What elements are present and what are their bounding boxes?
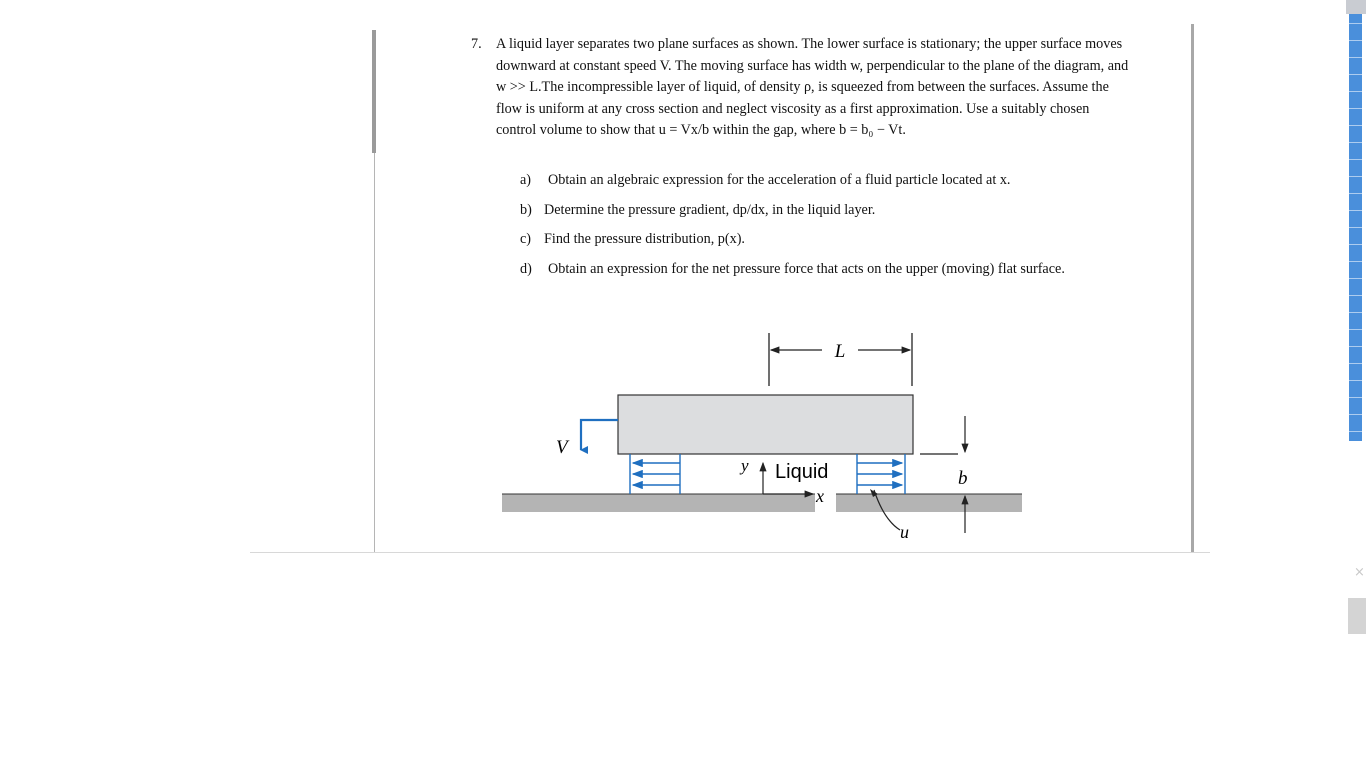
part-label: b) <box>520 202 532 218</box>
part-label: d) <box>520 261 532 277</box>
stationary-surface-left <box>502 494 815 512</box>
label-liquid: Liquid <box>775 461 829 483</box>
label-V: V <box>556 437 568 458</box>
part-label: a) <box>520 172 532 188</box>
moving-plate <box>618 395 913 454</box>
gap-dimension <box>920 416 968 533</box>
label-y: y <box>741 456 749 475</box>
label-u: u <box>900 522 909 542</box>
length-dimension <box>769 333 912 386</box>
close-icon[interactable]: × <box>1354 565 1365 580</box>
label-L: L <box>834 341 846 362</box>
label-x: x <box>816 486 824 506</box>
part-text: Obtain an expression for the net pressure force that acts on the upper (moving) flat surface. <box>548 261 1065 277</box>
question-text: A liquid layer separates two plane surfaces as shown. The lower surface is stationary; the upper surface moves downward at constant speed V. The moving surface has width w, perpendicular to the plane of the diagram, and w >> L.The incompressible layer of liquid, of density ρ, is squeezed from between the surfaces. Assume the flow is uniform at any cross section and neglect viscosity as a first approximation. Use a suitably chosen control volume to show that u = Vx/b within the gap, where b = b₀ − Vt. <box>496 36 1129 138</box>
velocity-profile-left <box>630 454 680 494</box>
label-b: b <box>958 468 968 489</box>
part-text: Find the pressure distribution, p(x). <box>544 231 745 247</box>
velocity-arrow <box>581 420 618 450</box>
velocity-profile-right <box>857 454 905 494</box>
part-label: c) <box>520 231 532 247</box>
stationary-surface-right <box>836 494 1022 512</box>
part-text: Obtain an algebraic expression for the acceleration of a fluid particle located at x. <box>548 172 1011 188</box>
question-number: 7. <box>471 36 482 52</box>
part-text: Determine the pressure gradient, dp/dx, in the liquid layer. <box>544 202 876 218</box>
